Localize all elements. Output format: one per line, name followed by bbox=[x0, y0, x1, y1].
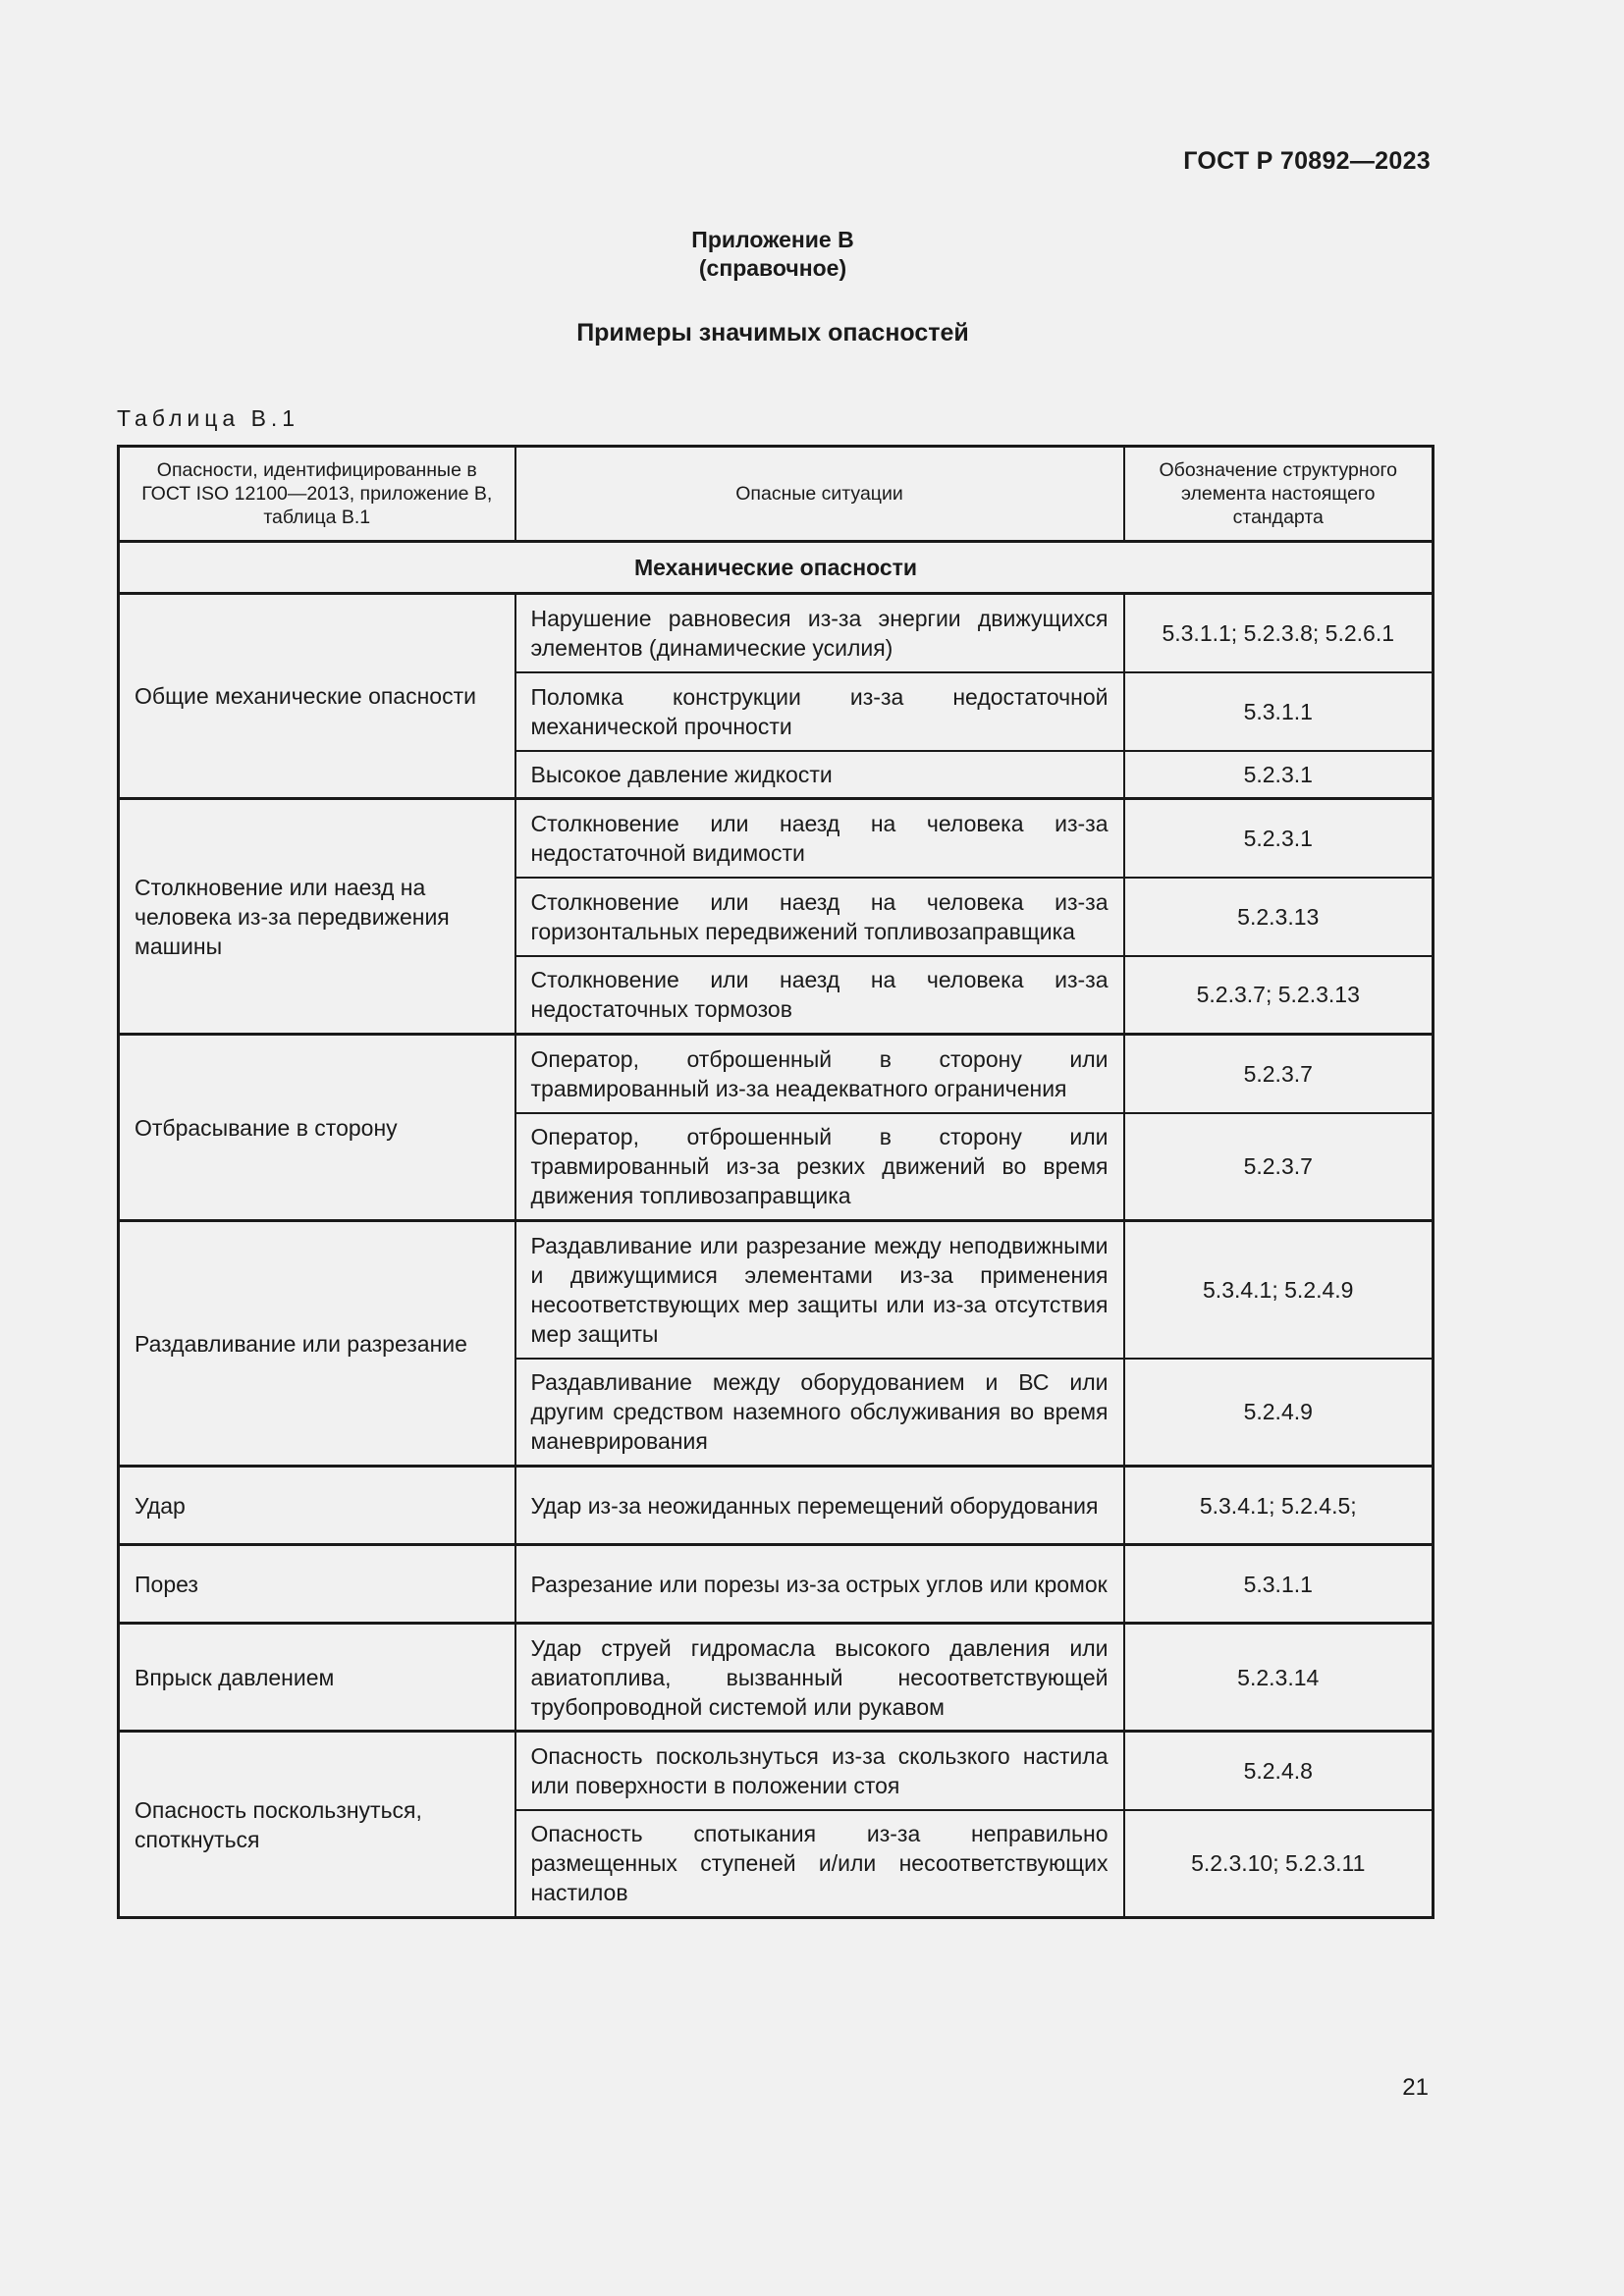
hazard-cell: Впрыск давлением bbox=[119, 1624, 515, 1732]
reference-cell: 5.2.4.8 bbox=[1124, 1732, 1434, 1810]
situation-cell: Высокое давление жидкости bbox=[515, 751, 1124, 799]
table-header-row bbox=[119, 447, 1434, 542]
situation-cell: Оператор, отброшенный в сторону или травмированный из-за неадекватного ограничения bbox=[515, 1035, 1124, 1113]
table-row bbox=[119, 1035, 1434, 1113]
table-row bbox=[119, 1545, 1434, 1624]
hazard-cell: Раздавливание или разрезание bbox=[119, 1221, 515, 1467]
reference-cell: 5.2.3.1 bbox=[1124, 799, 1434, 878]
reference-cell: 5.2.3.7 bbox=[1124, 1035, 1434, 1113]
table-header bbox=[119, 447, 1434, 542]
annex-label: Приложение В bbox=[691, 227, 854, 252]
situation-cell: Столкновение или наезд на человека из-за недостаточной видимости bbox=[515, 799, 1124, 878]
table-row bbox=[119, 1732, 1434, 1810]
reference-cell: 5.2.3.7 bbox=[1124, 1113, 1434, 1221]
table-row bbox=[119, 1624, 1434, 1732]
situation-cell: Удар струей гидромасла высокого давления или авиатоплива, вызванный несоответствующей трубопроводной системой или рукавом bbox=[515, 1624, 1124, 1732]
situation-cell: Опасность поскользнуться из-за скользкого настила или поверхности в положении стоя bbox=[515, 1732, 1124, 1810]
reference-cell: 5.3.1.1 bbox=[1124, 1545, 1434, 1624]
document-code: ГОСТ Р 70892—2023 bbox=[1183, 147, 1431, 175]
section-title: Механические опасности bbox=[119, 542, 1434, 594]
table-row bbox=[119, 1221, 1434, 1359]
annex-status: (справочное) bbox=[698, 255, 847, 281]
hazard-cell: Отбрасывание в сторону bbox=[119, 1035, 515, 1221]
hazard-cell: Опасность поскользнуться, споткнуться bbox=[119, 1732, 515, 1918]
reference-cell: 5.2.3.7; 5.2.3.13 bbox=[1124, 956, 1434, 1035]
reference-cell: 5.2.3.13 bbox=[1124, 878, 1434, 956]
hazard-cell: Общие механические опасности bbox=[119, 594, 515, 799]
reference-cell: 5.3.1.1 bbox=[1124, 672, 1434, 751]
situation-cell: Нарушение равновесия из-за энергии движущихся элементов (динамические усилия) bbox=[515, 594, 1124, 672]
reference-cell: 5.2.3.1 bbox=[1124, 751, 1434, 799]
situation-cell: Столкновение или наезд на человека из-за недостаточных тормозов bbox=[515, 956, 1124, 1035]
reference-cell: 5.3.1.1; 5.2.3.8; 5.2.6.1 bbox=[1124, 594, 1434, 672]
table-row bbox=[119, 1467, 1434, 1545]
reference-cell: 5.2.3.10; 5.2.3.11 bbox=[1124, 1810, 1434, 1918]
column-header-hazards: Опасности, идентифицированные в ГОСТ ISO 12100—2013, приложение В, таблица В.1 bbox=[119, 447, 515, 542]
reference-cell: 5.2.3.14 bbox=[1124, 1624, 1434, 1732]
hazards-table-container bbox=[117, 445, 1432, 1919]
table-row bbox=[119, 799, 1434, 878]
column-header-situations: Опасные ситуации bbox=[515, 447, 1124, 542]
column-header-reference: Обозначение структурного элемента настоящего стандарта bbox=[1124, 447, 1434, 542]
situation-cell: Столкновение или наезд на человека из-за горизонтальных передвижений топливозаправщика bbox=[515, 878, 1124, 956]
situation-cell: Поломка конструкции из-за недостаточной механической прочности bbox=[515, 672, 1124, 751]
table-caption: Таблица В.1 bbox=[117, 405, 300, 431]
situation-cell: Разрезание или порезы из-за острых углов или кромок bbox=[515, 1545, 1124, 1624]
annex-title bbox=[0, 226, 1545, 283]
page-number: 21 bbox=[1402, 2074, 1429, 2101]
reference-cell: 5.3.4.1; 5.2.4.9 bbox=[1124, 1221, 1434, 1359]
section-row bbox=[119, 542, 1434, 594]
annex-heading: Примеры значимых опасностей bbox=[576, 319, 969, 347]
situation-cell: Раздавливание или разрезание между неподвижными и движущимися элементами из-за применения несоответствующих мер защиты или из-за отсутствия мер защиты bbox=[515, 1221, 1124, 1359]
reference-cell: 5.3.4.1; 5.2.4.5; bbox=[1124, 1467, 1434, 1545]
hazard-cell: Порез bbox=[119, 1545, 515, 1624]
table-row bbox=[119, 594, 1434, 672]
situation-cell: Опасность спотыкания из-за неправильно размещенных ступеней и/или несоответствующих настилов bbox=[515, 1810, 1124, 1918]
situation-cell: Оператор, отброшенный в сторону или травмированный из-за резких движений во время движения топливозаправщика bbox=[515, 1113, 1124, 1221]
situation-cell: Удар из-за неожиданных перемещений оборудования bbox=[515, 1467, 1124, 1545]
hazards-table bbox=[117, 445, 1435, 1919]
reference-cell: 5.2.4.9 bbox=[1124, 1359, 1434, 1467]
hazard-cell: Удар bbox=[119, 1467, 515, 1545]
table-body bbox=[119, 542, 1434, 1918]
situation-cell: Раздавливание между оборудованием и ВС или другим средством наземного обслуживания во время маневрирования bbox=[515, 1359, 1124, 1467]
hazard-cell: Столкновение или наезд на человека из-за передвижения машины bbox=[119, 799, 515, 1035]
